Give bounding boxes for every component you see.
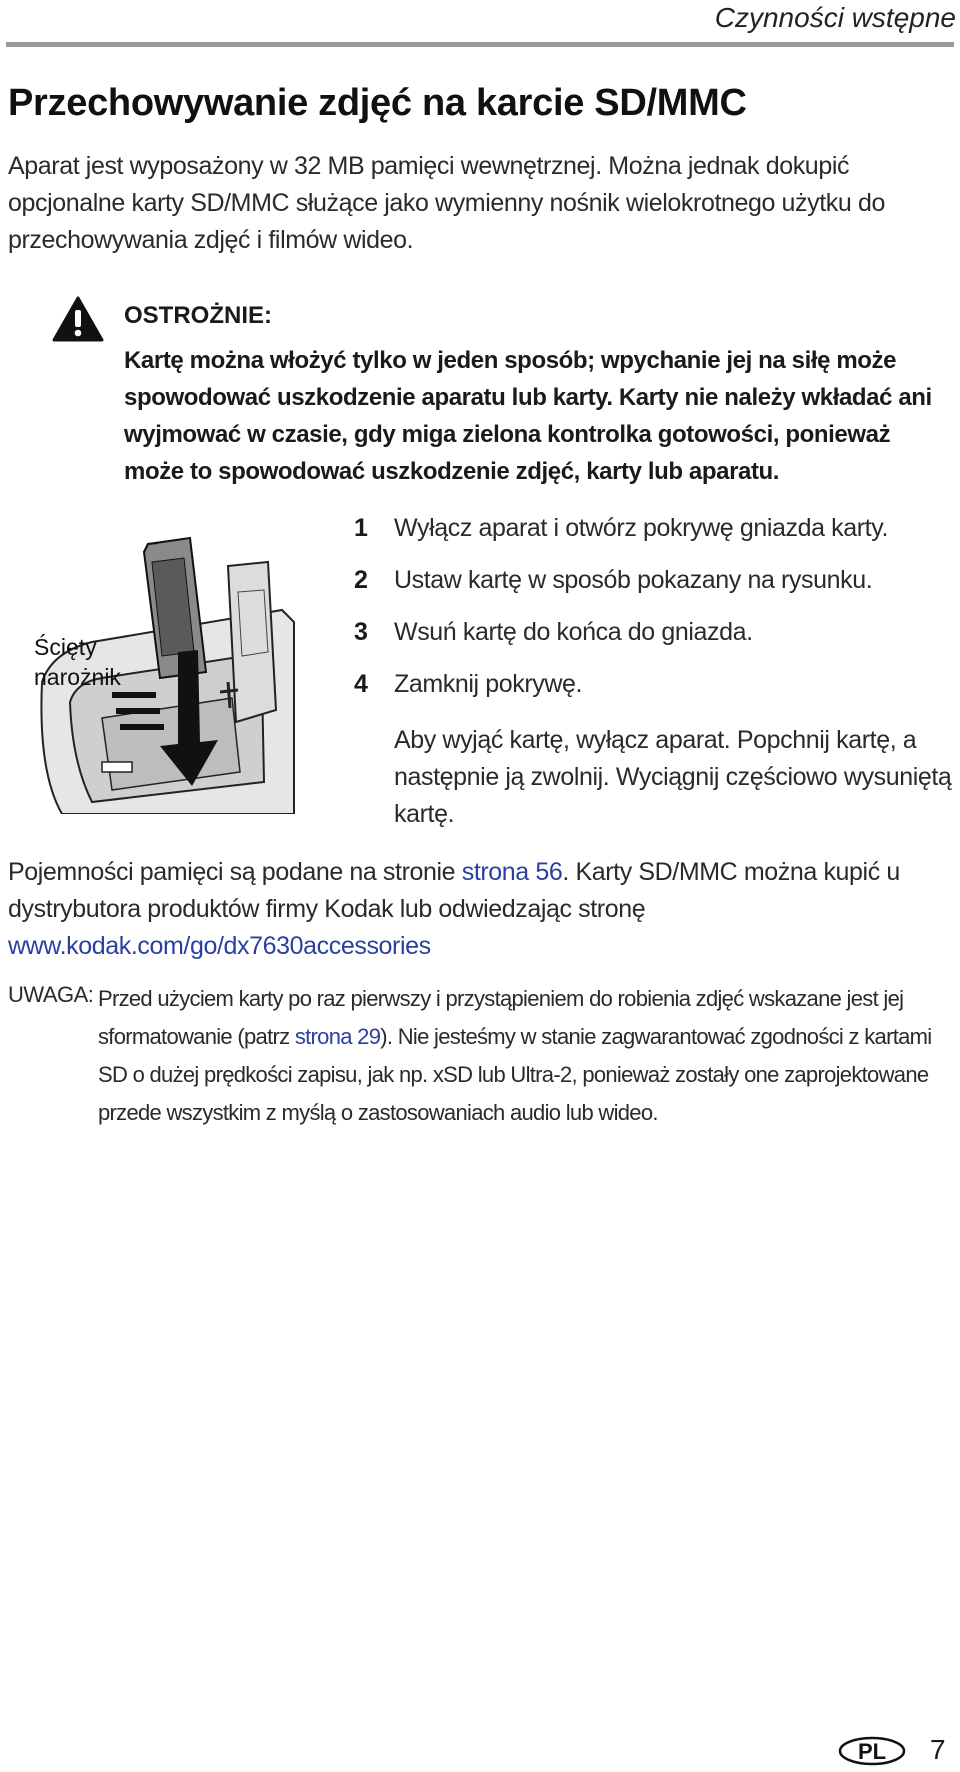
note-page-link[interactable]: strona 29 <box>294 1024 381 1049</box>
step-text: Zamknij pokrywę. <box>394 670 583 698</box>
step-text: Ustaw kartę w sposób pokazany na rysunku. <box>394 566 873 594</box>
card-removal-note: Aby wyjąć kartę, wyłącz aparat. Popchnij kartę, a następnie ją zwolnij. Wyciągnij częściowo wysuniętą kartę. <box>394 726 952 828</box>
note-text-end: ). Nie jesteśmy w stanie zagwarantować zgodności z kartami SD o dużej prędkości zapisu, jak np. xSD lub Ultra-2, ponieważ zostały one zaprojektowane przede wszystkim z myślą o zastosowaniach audio lub wideo. <box>98 1024 932 1125</box>
caution-text: Kartę można włożyć tylko w jeden sposób; wpychanie jej na siłę może spowodować uszkodzenie aparatu lub karty. Karty nie należy wkładać ani wyjmować w czasie, gdy miga zielona kontrolka gotowości, ponieważ może to spowodować uszkodzenie zdjęć, karty lub aparatu. <box>124 347 932 485</box>
capacity-page-link[interactable]: strona 56 <box>461 858 563 886</box>
step-number: 3 <box>354 618 368 646</box>
cut-corner-label <box>34 632 121 692</box>
caution-title: OSTROŻNIE: <box>124 302 272 329</box>
cut-corner-label-line1: Ścięty <box>34 634 97 660</box>
note-text-start: Przed użyciem karty po raz pierwszy i przystąpieniem do robienia zdjęć wskazane jest jej sformatowanie (patrz <box>98 986 904 1049</box>
note-label: UWAGA: <box>8 982 94 1007</box>
capacity-text-end: . Karty SD/MMC można kupić u dystrybutora produktów firmy Kodak lub odwiedzając stronę <box>8 858 900 923</box>
intro-paragraph: Aparat jest wyposażony w 32 MB pamięci wewnętrznej. Można jednak dokupić opcjonalne karty SD/MMC służące jako wymienny nośnik wielokrotnego użytku do przechowywania zdjęć i filmów wideo. <box>8 152 885 254</box>
step-text: Wsuń kartę do końca do gniazda. <box>394 618 753 646</box>
capacity-text-start: Pojemności pamięci są podane na stronie <box>8 858 462 886</box>
warning-triangle-icon <box>52 296 104 342</box>
language-badge-text: PL <box>857 1739 887 1764</box>
kodak-accessories-link[interactable]: www.kodak.com/go/dx7630accessories <box>8 932 431 960</box>
page-number: 7 <box>930 1734 946 1765</box>
step-number: 4 <box>354 670 368 698</box>
note-text <box>98 980 956 1132</box>
header-divider <box>6 42 954 47</box>
capacity-paragraph <box>8 854 948 965</box>
step-number: 2 <box>354 566 368 594</box>
language-badge <box>838 1736 906 1766</box>
section-title: Czynności wstępne <box>714 2 956 33</box>
step-number: 1 <box>354 514 368 542</box>
step-text: Wyłącz aparat i otwórz pokrywę gniazda karty. <box>394 514 889 542</box>
cut-corner-label-line2: narożnik <box>34 664 121 690</box>
page-heading: Przechowywanie zdjęć na karcie SD/MMC <box>8 82 747 124</box>
